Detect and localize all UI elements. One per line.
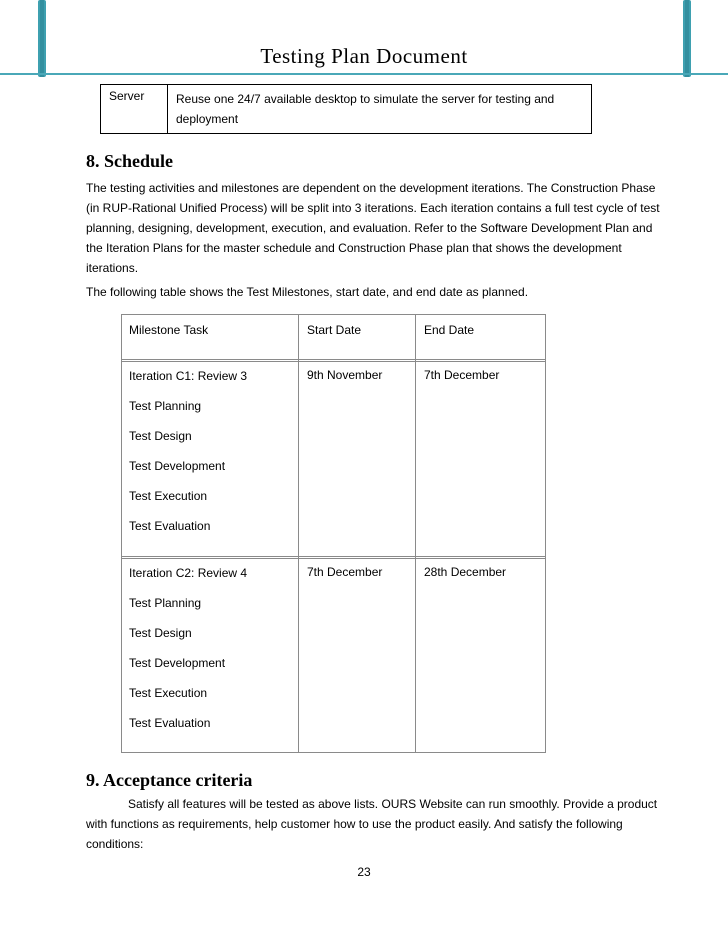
- task-item: Test Evaluation: [129, 716, 211, 730]
- header-start-date: Start Date: [307, 323, 362, 337]
- task-item: Test Execution: [129, 686, 208, 700]
- task-item: Test Design: [129, 626, 192, 640]
- task-item: Test Evaluation: [129, 519, 211, 533]
- header-rule: [0, 73, 728, 75]
- column-divider: [415, 315, 416, 752]
- task-item: Test Development: [129, 656, 226, 670]
- start-date: 9th November: [307, 368, 383, 382]
- table-intro-paragraph: The following table shows the Test Milestones, start date, and end date as planned.: [86, 285, 529, 299]
- iteration-label: Iteration C1: Review 3: [129, 369, 248, 383]
- row-divider: [122, 556, 545, 559]
- task-item: Test Planning: [129, 596, 202, 610]
- start-date: 7th December: [307, 565, 383, 579]
- header-milestone-task: Milestone Task: [129, 323, 209, 337]
- table-row: [129, 565, 247, 745]
- task-item: Test Development: [129, 459, 226, 473]
- section-9-heading: 9. Acceptance criteria: [86, 770, 253, 790]
- end-date: 7th December: [424, 368, 500, 382]
- schedule-paragraph: The testing activities and milestones are dependent on the development iterations. The Construction Phase (in RUP-Rational Unified Process) will be split into 3 iterations. Each iteration contains a full test cycle of test planning, designing, development, execution, and evaluation. Refer to the Software Development Plan and the Iteration Plans for the master schedule and Construction Phase plan that shows the development iterations.: [86, 181, 660, 275]
- acceptance-paragraph: Satisfy all features will be tested as above lists. OURS Website can run smoothly. Provide a product with functions as requirements, help customer how to use the product easily. And satisfy the following conditions:: [86, 797, 658, 851]
- page-number: 23: [357, 865, 371, 879]
- task-item: Test Design: [129, 429, 192, 443]
- end-date: 28th December: [424, 565, 507, 579]
- server-table: [100, 84, 592, 134]
- table-row: [129, 368, 247, 548]
- server-description: Reuse one 24/7 available desktop to simulate the server for testing and deployment: [176, 92, 555, 126]
- task-item: Test Execution: [129, 489, 208, 503]
- row-divider: [122, 359, 545, 362]
- column-divider: [298, 315, 299, 752]
- server-label: Server: [101, 85, 168, 133]
- document-title: Testing Plan Document: [260, 44, 468, 68]
- iteration-label: Iteration C2: Review 4: [129, 566, 248, 580]
- milestone-table: [121, 314, 546, 753]
- task-item: Test Planning: [129, 399, 202, 413]
- section-8-heading: 8. Schedule: [86, 151, 174, 171]
- header-end-date: End Date: [424, 323, 475, 337]
